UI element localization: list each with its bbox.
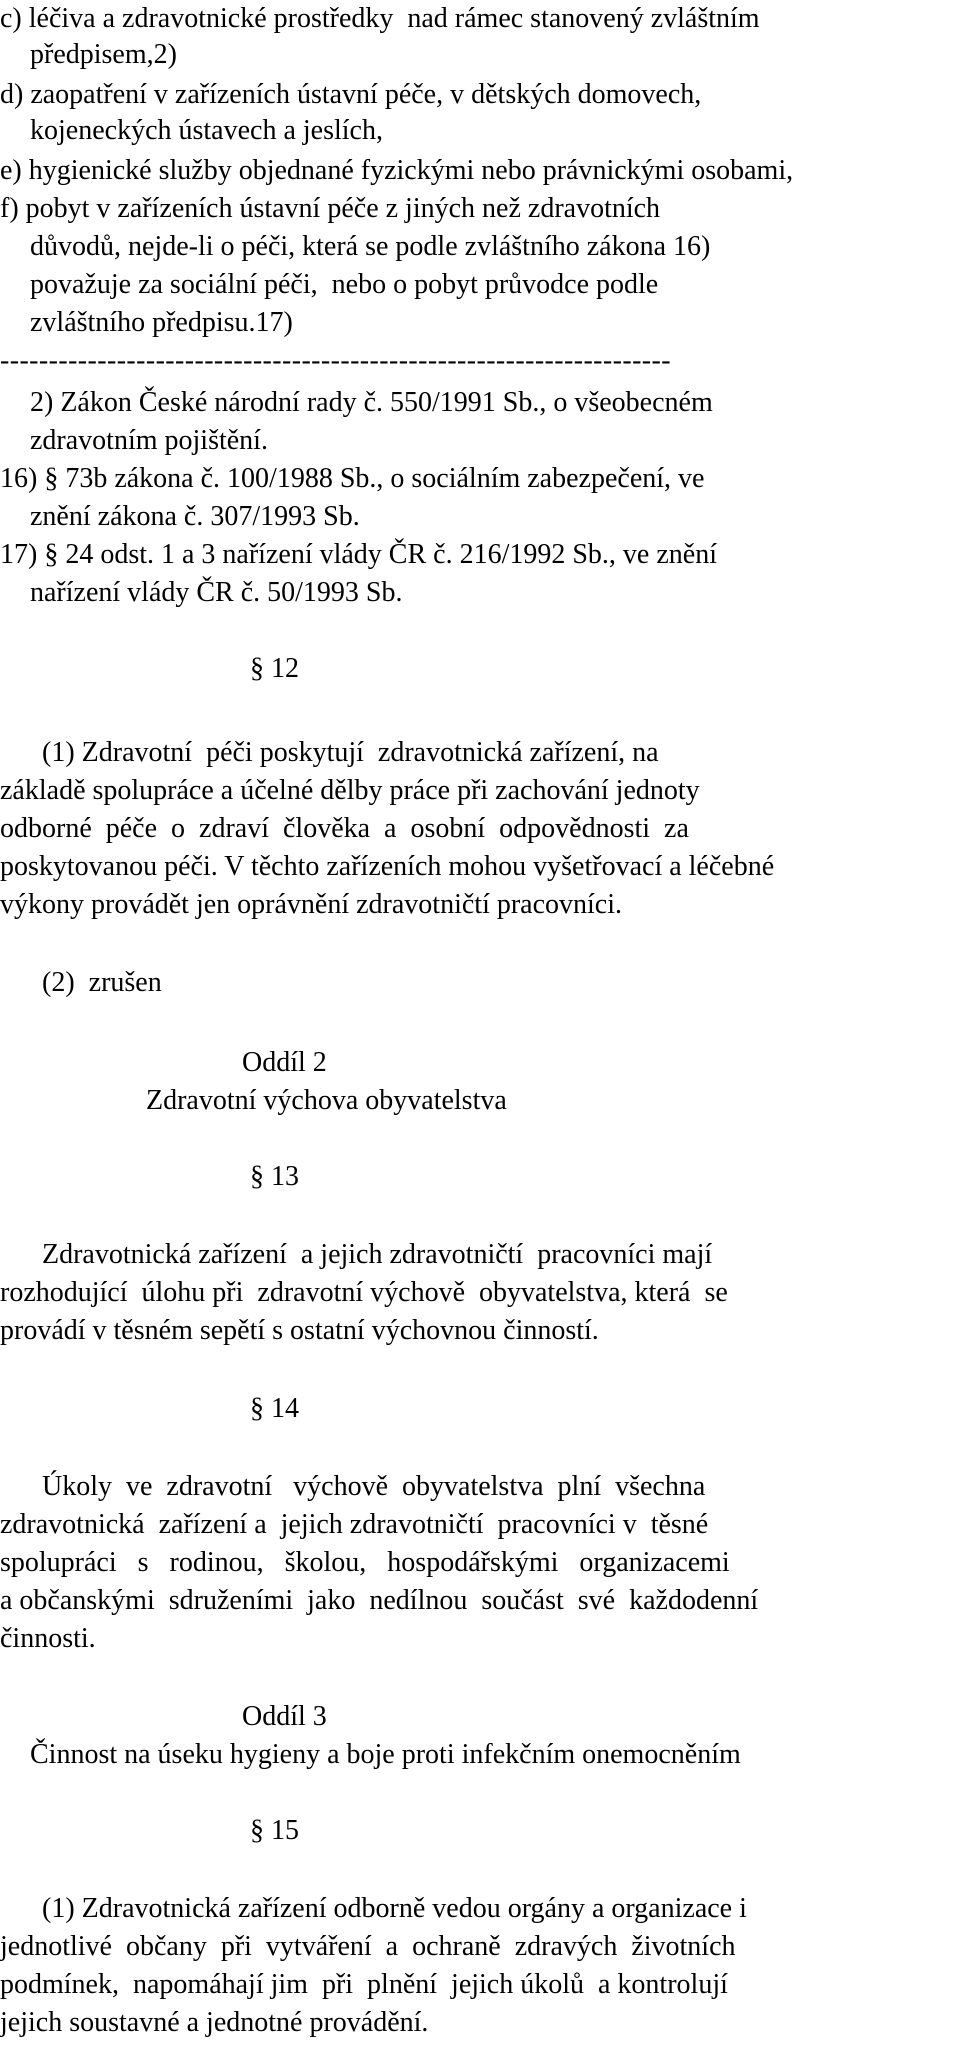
footnote-separator: --------------------------------------------------------------------- [0,345,671,376]
section-14-line-2: zdravotnická zařízení a jejich zdravotničtí pracovníci v těsné [0,1509,709,1540]
section-15-heading: § 15 [250,1815,299,1846]
list-item-f-line-1: f) pobyt v zařízeních ústavní péče z jiných než zdravotních [0,193,661,224]
oddil-3-subtitle: Činnost na úseku hygieny a boje proti infekčním onemocněním [30,1739,741,1770]
section-15-line-1: (1) Zdravotnická zařízení odborně vedou orgány a organizace i [42,1893,747,1924]
section-12-p1-line-1: (1) Zdravotní péči poskytují zdravotnická zařízení, na [42,737,659,768]
footnote-17-line-2: nařízení vlády ČR č. 50/1993 Sb. [30,577,403,608]
footnote-2-line-1: 2) Zákon České národní rady č. 550/1991 Sb., o všeobecném [30,387,713,418]
section-15-line-3: podmínek, napomáhají jim při plnění jejich úkolů a kontrolují [0,1969,728,2000]
footnote-16-line-2: znění zákona č. 307/1993 Sb. [30,501,360,532]
footnote-16-line-1: 16) § 73b zákona č. 100/1988 Sb., o sociálním zabezpečení, ve [0,463,705,494]
oddil-2-subtitle: Zdravotní výchova obyvatelstva [146,1085,507,1116]
section-15-line-2: jednotlivé občany při vytváření a ochraně zdravých životních [0,1931,736,1962]
section-12-p1-line-3: odborné péče o zdraví člověka a osobní odpovědnosti za [0,813,689,844]
list-item-c-line-1: c) léčiva a zdravotnické prostředky nad rámec stanovený zvláštním [0,3,760,34]
section-12-p1-line-4: poskytovanou péči. V těchto zařízeních mohou vyšetřovací a léčebné [0,851,775,882]
section-14-line-1: Úkoly ve zdravotní výchově obyvatelstva plní všechna [42,1471,706,1502]
list-item-c-line-2: předpisem,2) [30,39,177,70]
list-item-f-line-4: zvláštního předpisu.17) [30,307,293,338]
section-12-p1-line-2: základě spolupráce a účelné dělby práce při zachování jednoty [0,775,700,806]
list-item-f-line-2: důvodů, nejde-li o péči, která se podle zvláštního zákona 16) [30,231,711,262]
list-item-e-line-1: e) hygienické služby objednané fyzickými nebo právnickými osobami, [0,155,794,186]
section-13-line-2: rozhodující úlohu při zdravotní výchově obyvatelstva, která se [0,1277,728,1308]
list-item-f-line-3: považuje za sociální péči, nebo o pobyt průvodce podle [30,269,659,300]
section-14-line-3: spolupráci s rodinou, školou, hospodářskými organizacemi [0,1547,730,1578]
section-13-heading: § 13 [250,1161,299,1192]
section-14-line-4: a občanskými sdruženími jako nedílnou součást své každodenní [0,1585,759,1616]
footnote-2-line-2: zdravotním pojištění. [30,425,268,456]
list-item-d-line-2: kojeneckých ústavech a jeslích, [30,115,383,146]
oddil-2-title: Oddíl 2 [242,1047,327,1078]
section-15-line-4: jejich soustavné a jednotné provádění. [0,2007,429,2038]
footnote-17-line-1: 17) § 24 odst. 1 a 3 nařízení vlády ČR č. 216/1992 Sb., ve znění [0,539,717,570]
oddil-3-title: Oddíl 3 [242,1701,327,1732]
section-12-heading: § 12 [250,653,299,684]
section-12-p1-line-5: výkony provádět jen oprávnění zdravotničtí pracovníci. [0,889,623,920]
section-12-p2: (2) zrušen [42,967,162,998]
section-14-heading: § 14 [250,1393,299,1424]
list-item-d-line-1: d) zaopatření v zařízeních ústavní péče, v dětských domovech, [0,79,702,110]
section-14-line-5: činnosti. [0,1623,96,1654]
section-13-line-3: provádí v těsném sepětí s ostatní výchovnou činností. [0,1315,599,1346]
section-13-line-1: Zdravotnická zařízení a jejich zdravotničtí pracovníci mají [42,1239,713,1270]
